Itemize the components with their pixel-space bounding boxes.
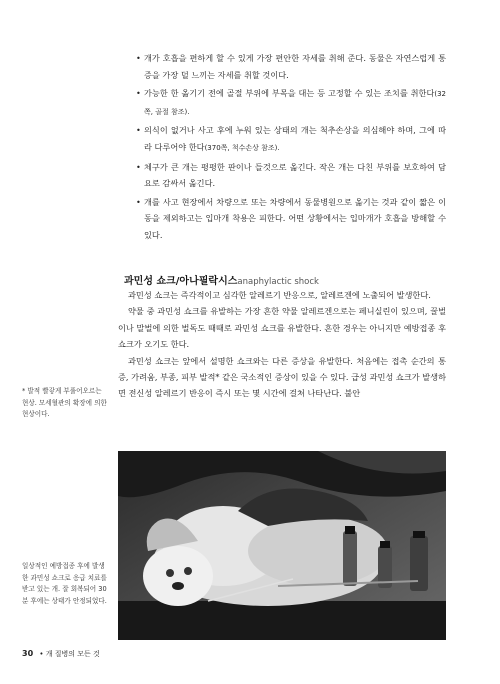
section-title-korean: 과민성 쇼크/아나필락시스: [124, 276, 238, 287]
bullet-text: 체구가 큰 개는 평평한 판이나 들것으로 옮긴다. 작은 개는 다친 부위를 보호하여 담요로 감싸서 옮긴다.: [144, 161, 446, 189]
paragraph: 과민성 쇼크는 앞에서 설명한 쇼크와는 다른 증상을 유발한다. 처음에는 접촉 순간의 통증, 가려움, 부종, 피부 발적* 같은 국소적인 증상이 있을 수 있다. 급성 과민성 쇼크가 발생하면 전신성 알레르기 반응이 즉시 또는 몇 시간에 걸쳐 나타난다. 불안: [118, 355, 446, 399]
bullet-item: [136, 122, 446, 156]
bullet-body: 가능한 한 옮기기 전에 골절 부위에 부목을 대는 등 고정할 수 있는 조치를 취한다: [144, 88, 435, 99]
bullet-text: [144, 122, 446, 156]
page-footer: [22, 649, 100, 659]
bullet-item: [136, 159, 446, 192]
book-title: 개 질병의 모든 것: [45, 650, 100, 658]
page-number: 30: [22, 649, 34, 658]
paragraph: 약물 중 과민성 쇼크를 유발하는 가장 흔한 약물 알레르겐으로는 페니실린이 있으며, 꿀벌이나 말벌에 의한 벌독도 때때로 과민성 쇼크를 유발한다. 흔한 경우는 아니지만 예방접종 후 쇼크가 오기도 한다.: [118, 306, 446, 350]
page-reference: (370쪽, 척수손상 참조).: [204, 143, 280, 152]
dog-treatment-photo: [118, 451, 446, 640]
bullet-body: 의식이 없거나 사고 후에 누워 있는 상태의 개는 척추손상을 의심해야 하며, 그에 따라 다루어야 한다: [144, 125, 446, 152]
bullet-dot: •: [136, 88, 141, 99]
footnote: * 발적 빨갛게 부풀어오르는 현상. 모세혈관의 확장에 의한 현상이다.: [22, 387, 107, 418]
bullet-dot: •: [136, 53, 141, 63]
photo-illustration: [118, 451, 446, 640]
page-reference: (32쪽, 골절 참조).: [144, 90, 446, 116]
bullet-dot: •: [136, 161, 141, 172]
body-text: [118, 287, 446, 402]
footer-separator: •: [39, 650, 44, 658]
bullet-text: 개를 사고 현장에서 차량으로 또는 차량에서 동물병원으로 옮기는 것과 같이 짧은 이동을 제외하고는 입마개 착용은 피한다. 어떤 상황에서는 입마개가 호흡을 방해할 수 있다.: [144, 196, 446, 240]
bullet-dot: •: [136, 125, 141, 136]
bullet-item: [136, 194, 446, 244]
section-title-english: anaphylactic shock: [237, 277, 319, 287]
bullet-item: [136, 85, 446, 120]
bullet-list: [136, 50, 446, 246]
paragraph: 과민성 쇼크는 즉각적이고 심각한 알레르기 반응으로, 알레르겐에 노출되어 발생한다.: [128, 290, 431, 300]
bullet-text: 개가 호흡을 편하게 할 수 있게 가장 편안한 자세를 취해 준다. 동물은 자연스럽게 통증을 가장 덜 느끼는 자세를 취할 것이다.: [144, 53, 446, 80]
bullet-item: [136, 50, 446, 83]
bullet-dot: •: [136, 196, 141, 207]
photo-caption: 일상적인 예방접종 후에 발생한 과민성 쇼크로 응급 치료를 받고 있는 개. 잘 회복되어 30분 후에는 상태가 안정되었다.: [22, 562, 107, 605]
section-heading: [124, 269, 446, 288]
bullet-text: [144, 85, 446, 120]
